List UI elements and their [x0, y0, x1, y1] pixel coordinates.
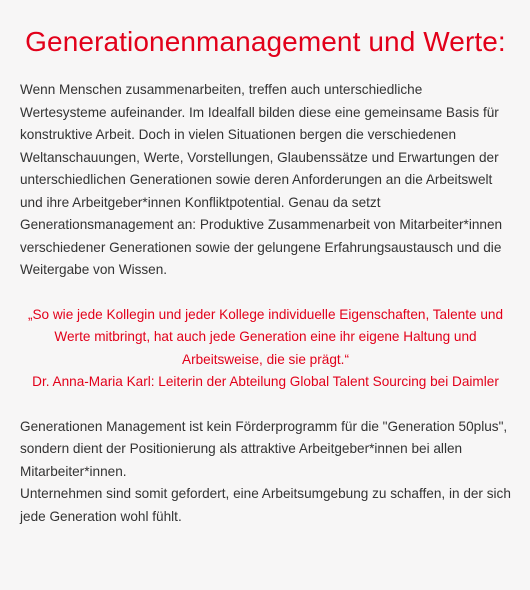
outro-line-1: Generationen Management ist kein Förderprogramm für die "Generation 50plus", sondern dient der Positionierung als attraktive Arbeitgeber*innen bei allen Mitarbeiter*innen. [20, 418, 508, 479]
quote-text: „So wie jede Kollegin und jeder Kollege individuelle Eigenschaften, Talente und Werte mitbringt, hat auch jede Generation eine ihr eigene Haltung und Arbeitsweise, die sie prägt.“ [27, 306, 504, 367]
page-title: Generationenmanagement und Werte: [25, 26, 506, 57]
outro-line-2: Unternehmen sind somit gefordert, eine Arbeitsumgebung zu schaffen, in der sich jede Generation wohl fühlt. [20, 486, 511, 524]
outro-paragraph [20, 416, 511, 529]
intro-paragraph: Wenn Menschen zusammenarbeiten, treffen auch unterschiedliche Wertesysteme aufeinander. Im Idealfall bilden diese eine gemeinsame Basis für konstruktive Arbeit. Doch in vielen Situationen bergen die verschiedenen Weltanschauungen, Werte, Vorstellungen, Glaubenssätze und Erwartungen der unterschiedlichen Generationen sowie deren Anforderungen an die Arbeitswelt und ihre Arbeitgeber*innen Konfliktpotential. Genau da setzt Generationsmanagement an: Produktive Zusammenarbeit von Mitarbeiter*innen verschiedener Generationen sowie der gelungene Erfahrungsaustausch und die Weitergabe von Wissen. [20, 82, 503, 277]
quote-block [20, 304, 511, 394]
quote-attribution: Dr. Anna-Maria Karl: Leiterin der Abteilung Global Talent Sourcing bei Daimler [32, 374, 499, 389]
